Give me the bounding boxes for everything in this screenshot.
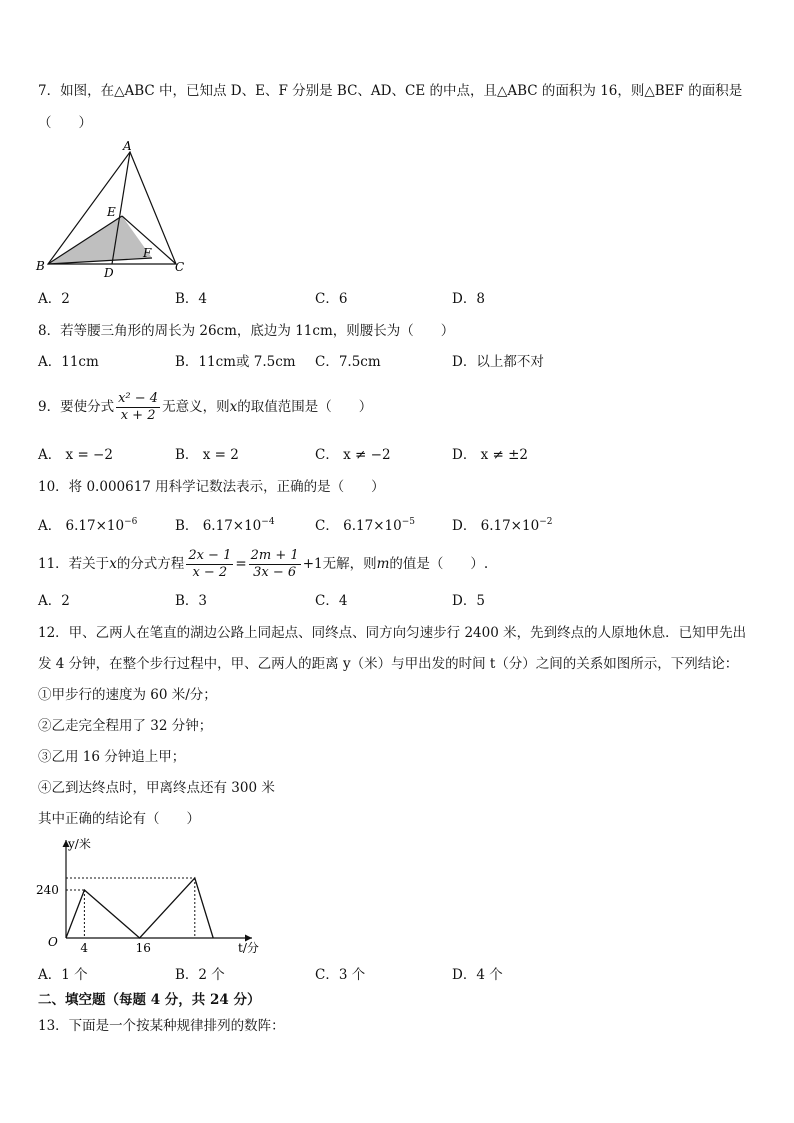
- q9-fraction: [116, 391, 160, 424]
- q11-option-b[interactable]: B．3: [175, 593, 208, 609]
- q12-line1: 12．甲、乙两人在笔直的湖边公路上同起点、同终点、同方向匀速步行 2400 米，先到终点的人原地休息．已知甲先出: [38, 625, 747, 641]
- q12-distance-time-chart: [30, 834, 270, 960]
- q11-prefix: 11．若关于: [38, 556, 110, 572]
- q10-option-c[interactable]: [315, 513, 415, 535]
- label-b: B: [36, 259, 45, 273]
- q9-option-c[interactable]: C． x ≠ −2: [315, 447, 391, 463]
- q12-option-b[interactable]: B．2 个: [175, 967, 225, 983]
- q11-option-c[interactable]: C．4: [315, 593, 348, 609]
- q8-stem: 8．若等腰三角形的周长为 26cm，底边为 11cm，则腰长为（ ）: [38, 323, 455, 339]
- q9-var: x: [229, 399, 238, 415]
- q9-options: [38, 446, 738, 464]
- y-tick-label-0: 240: [36, 883, 59, 897]
- y-axis-label: y/米: [68, 837, 91, 851]
- q10-c-exp: −5: [401, 517, 415, 527]
- q10-stem: 10．将 0.000617 用科学记数法表示，正确的是（ ）: [38, 479, 385, 495]
- q10-b-base: 6.17×10: [202, 518, 262, 534]
- q7-option-c[interactable]: C．6: [315, 291, 348, 307]
- q10-options: [38, 513, 738, 534]
- q13-stem: 13．下面是一个按某种规律排列的数阵：: [38, 1018, 285, 1034]
- q7-option-d[interactable]: D．8: [452, 291, 485, 307]
- q11-stem: [38, 546, 488, 582]
- q10-c-base: 6.17×10: [343, 518, 402, 534]
- q12-conclusion-3: ③乙用 16 分钟追上甲；: [38, 749, 186, 765]
- q7-triangle-figure: [30, 138, 200, 280]
- q12-conclusion-1: ①甲步行的速度为 60 米/分；: [38, 687, 217, 703]
- label-f: F: [143, 246, 152, 260]
- q11-f1-den: x − 2: [192, 565, 228, 580]
- q11-eq: =: [235, 556, 247, 572]
- q10-a-exp: −6: [124, 517, 138, 527]
- q11-f2-den: 3x − 6: [253, 565, 297, 580]
- q7-option-b[interactable]: B．4: [175, 291, 208, 307]
- q9-option-a[interactable]: A． x = −2: [38, 447, 113, 463]
- q7-stem: 7．如图，在△ABC 中，已知点 D、E、F 分别是 BC、AD、CE 的中点，且△ABC 的面积为 16，则△BEF 的面积是: [38, 83, 743, 99]
- q7-paren: （ ）: [38, 115, 92, 131]
- q12-option-a[interactable]: A．1 个: [38, 967, 88, 983]
- q11-f2-num: 2m + 1: [250, 548, 299, 563]
- q9-suffix: 的取值范围是（ ）: [237, 399, 373, 415]
- q10-d-base: 6.17×10: [480, 518, 540, 534]
- q11-f1-num: 2x − 1: [188, 548, 232, 563]
- q9-frac-num: x² − 4: [118, 391, 159, 406]
- q9-option-d[interactable]: D． x ≠ ±2: [452, 447, 529, 463]
- section2-title: 二、填空题（每题 4 分，共 24 分）: [38, 992, 261, 1008]
- q7-option-a[interactable]: A．2: [38, 291, 70, 307]
- q12-option-d[interactable]: D．4 个: [452, 967, 503, 983]
- q10-b-exp: −4: [261, 517, 275, 527]
- q8-option-d[interactable]: D．以上都不对: [452, 354, 544, 370]
- q12-conclusion-4: ④乙到达终点时，甲离终点还有 300 米: [38, 780, 275, 796]
- label-a: A: [123, 139, 132, 153]
- q9-option-b[interactable]: B． x = 2: [175, 447, 239, 463]
- q10-a-label: A．: [38, 518, 62, 534]
- x-tick-label-0: 4: [80, 941, 89, 955]
- q12-ask: 其中正确的结论有（ ）: [38, 811, 200, 827]
- q12-option-c[interactable]: C．3 个: [315, 967, 366, 983]
- q12-options: [38, 966, 738, 984]
- q9-frac-den: x + 2: [120, 408, 156, 423]
- distance-series-line: [66, 878, 213, 938]
- x-tick-label-1: 16: [135, 941, 151, 955]
- q10-option-d[interactable]: [452, 513, 552, 535]
- q9-mid: 无意义，则: [162, 399, 230, 415]
- q10-c-label: C．: [315, 518, 339, 534]
- q10-option-a[interactable]: [38, 513, 137, 535]
- q10-option-b[interactable]: [175, 513, 275, 535]
- q11-var2: m: [376, 556, 390, 572]
- origin-label: O: [48, 935, 58, 949]
- q9-prefix: 9．要使分式: [38, 399, 115, 415]
- q11-option-a[interactable]: A．2: [38, 593, 70, 609]
- q11-var: x: [109, 556, 117, 572]
- shaded-triangle-bef: [48, 216, 152, 264]
- q11-plus: +1: [302, 556, 323, 572]
- q11-mid: 的分式方程: [116, 556, 185, 572]
- q8-options: [38, 353, 738, 371]
- q8-option-a[interactable]: A．11cm: [38, 354, 99, 370]
- label-c: C: [175, 260, 185, 274]
- q8-option-b[interactable]: B．11cm或 7.5cm: [175, 354, 296, 370]
- q12-conclusion-2: ②乙走完全程用了 32 分钟；: [38, 718, 213, 734]
- q9-stem: [38, 389, 372, 425]
- q7-options: [38, 290, 738, 308]
- q10-d-exp: −2: [539, 517, 553, 527]
- label-d: D: [104, 266, 114, 280]
- q12-line2: 发 4 分钟，在整个步行过程中，甲、乙两人的距离 y（米）与甲出发的时间 t（分）之间的关系如图所示，下列结论：: [38, 656, 739, 672]
- q11-mid2: 无解，则: [322, 556, 377, 572]
- q10-d-label: D．: [452, 518, 477, 534]
- q10-a-base: 6.17×10: [65, 518, 125, 534]
- q10-b-label: B．: [175, 518, 199, 534]
- q11-option-d[interactable]: D．5: [452, 593, 485, 609]
- q11-frac-left: [186, 548, 233, 581]
- q8-option-c[interactable]: C．7.5cm: [315, 354, 381, 370]
- q11-frac-right: [249, 548, 301, 581]
- label-e: E: [107, 205, 116, 219]
- q11-suffix: 的值是（ ）.: [389, 556, 489, 572]
- x-axis-label: t/分: [238, 941, 259, 955]
- q11-options: [38, 592, 738, 610]
